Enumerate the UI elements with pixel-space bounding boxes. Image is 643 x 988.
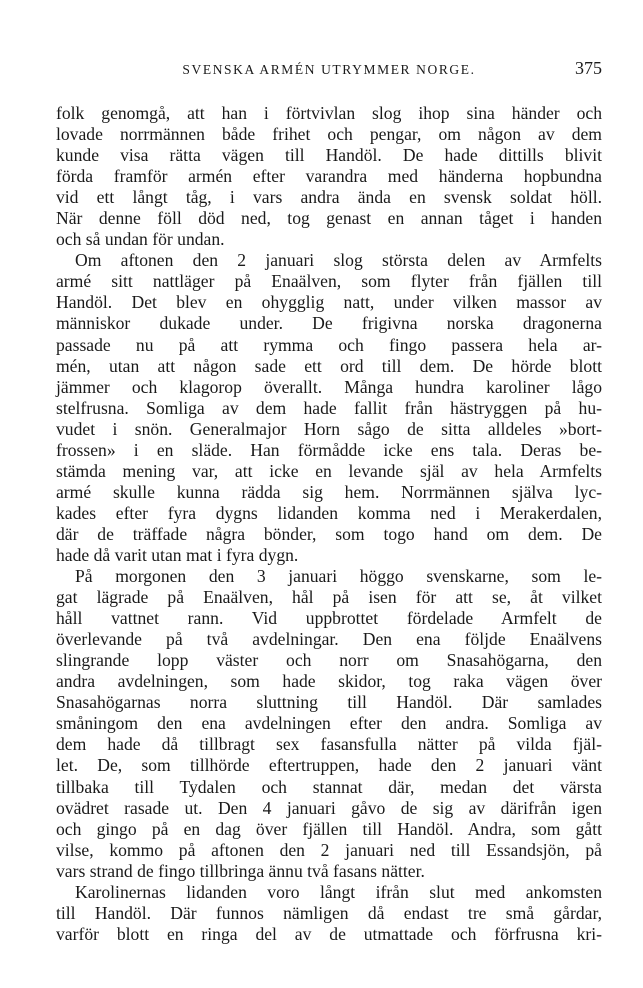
text-line: folk genomgå, att han i förtvivlan slog ihop sina händer och [56, 103, 602, 123]
text-line: överlevande på två avdelningar. Den ena följde Enaälvens [56, 629, 602, 650]
text-line: passade nu på att rymma och fingo passera hela ar- [56, 334, 602, 355]
text-line: På morgonen den 3 januari höggo svenskarne, som le- [75, 566, 602, 587]
body-text [56, 103, 602, 945]
text-line: förda framför armén efter varandra med händerna hopbundna [56, 166, 602, 187]
text-line: frossen» i en släde. Han förmådde icke ens tala. Deras be- [56, 439, 602, 460]
text-line: När denne föll död ned, tog genast en annan tåget i handen [56, 208, 602, 229]
text-line: armé sitt nattläger på Enaälven, som flyter från fjällen till [56, 271, 602, 292]
text-line: Om aftonen den 2 januari slog största delen av Armfelts [75, 250, 602, 271]
text-line: vudet i snön. Generalmajor Horn sågo de sitta alldeles »bort- [56, 418, 602, 439]
text-line: stelfrusna. Somliga av dem hade fallit från hästryggen på hu- [56, 397, 602, 418]
running-header [56, 60, 602, 84]
text-line: lovade norrmännen både frihet och pengar, om någon av dem [56, 124, 602, 145]
text-line: Handöl. Det blev en ohygglig natt, under vilken massor av [56, 292, 602, 313]
text-line: människor dukade under. De frigivna norska dragonerna [56, 313, 602, 334]
page-number: 375 [575, 58, 602, 78]
text-line: där de träffade några bönder, som togo hand om dem. De [56, 523, 602, 544]
running-title: SVENSKA ARMÉN UTRYMMER NORGE. [182, 62, 476, 77]
text-line: armé skulle kunna rädda sig hem. Norrmännen själva lyc- [56, 481, 602, 502]
text-line: kades efter fyra dygns lidanden komma ned i Merakerdalen, [56, 502, 602, 523]
text-line: gat lägrade på Enaälven, hål på isen för att se, åt vilket [56, 587, 602, 608]
text-line: vilse, kommo på aftonen den 2 januari ned till Essandsjön, på [56, 839, 602, 860]
text-line: andra avdelningen, som hade skidor, tog raka vägen över [56, 671, 602, 692]
text-line: tillbaka till Tydalen och stannat där, medan det värsta [56, 776, 602, 797]
text-line: vid ett långt tåg, i vars andra ända en svensk soldat höll. [56, 187, 602, 208]
text-line: jämmer och klagorop överallt. Många hundra karoliner lågo [56, 376, 602, 397]
text-line: och så undan för undan. [56, 229, 225, 250]
text-line: hade då varit utan mat i fyra dygn. [56, 544, 299, 565]
text-line: let. De, som tillhörde eftertruppen, hade den 2 januari vänt [56, 755, 602, 776]
text-line: dem hade då tillbragt sex fasansfulla nätter på vilda fjäl- [56, 734, 602, 755]
text-line: kunde visa rätta vägen till Handöl. De hade dittills blivit [56, 145, 602, 166]
text-line: vars strand de fingo tillbringa ännu två fasans nätter. [56, 860, 425, 881]
text-line: till Handöl. Där funnos nämligen då endast tre små gårdar, [56, 902, 602, 923]
text-line: ovädret rasade ut. Den 4 januari gåvo de sig av därifrån igen [56, 797, 602, 818]
text-line: och gingo på en dag över fjällen till Handöl. Andra, som gått [56, 818, 602, 839]
text-line: slingrande lopp väster och norr om Snasahögarna, den [56, 650, 602, 671]
text-line: småningom den ena avdelningen efter den andra. Somliga av [56, 713, 602, 734]
text-line: stämda mening var, att icke en levande själ av hela Armfelts [56, 460, 602, 481]
text-line: Karolinernas lidanden voro långt ifrån slut med ankomsten [75, 881, 602, 902]
text-line: Snasahögarnas norra sluttning till Handöl. Där samlades [56, 692, 602, 713]
text-line: håll vattnet rann. Vid uppbrottet fördelade Armfelt de [56, 608, 602, 629]
text-line: mén, utan att någon sade ett ord till dem. De hörde blott [56, 355, 602, 376]
text-line: varför blott en ringa del av de utmattade och förfrusna kri- [56, 923, 602, 944]
